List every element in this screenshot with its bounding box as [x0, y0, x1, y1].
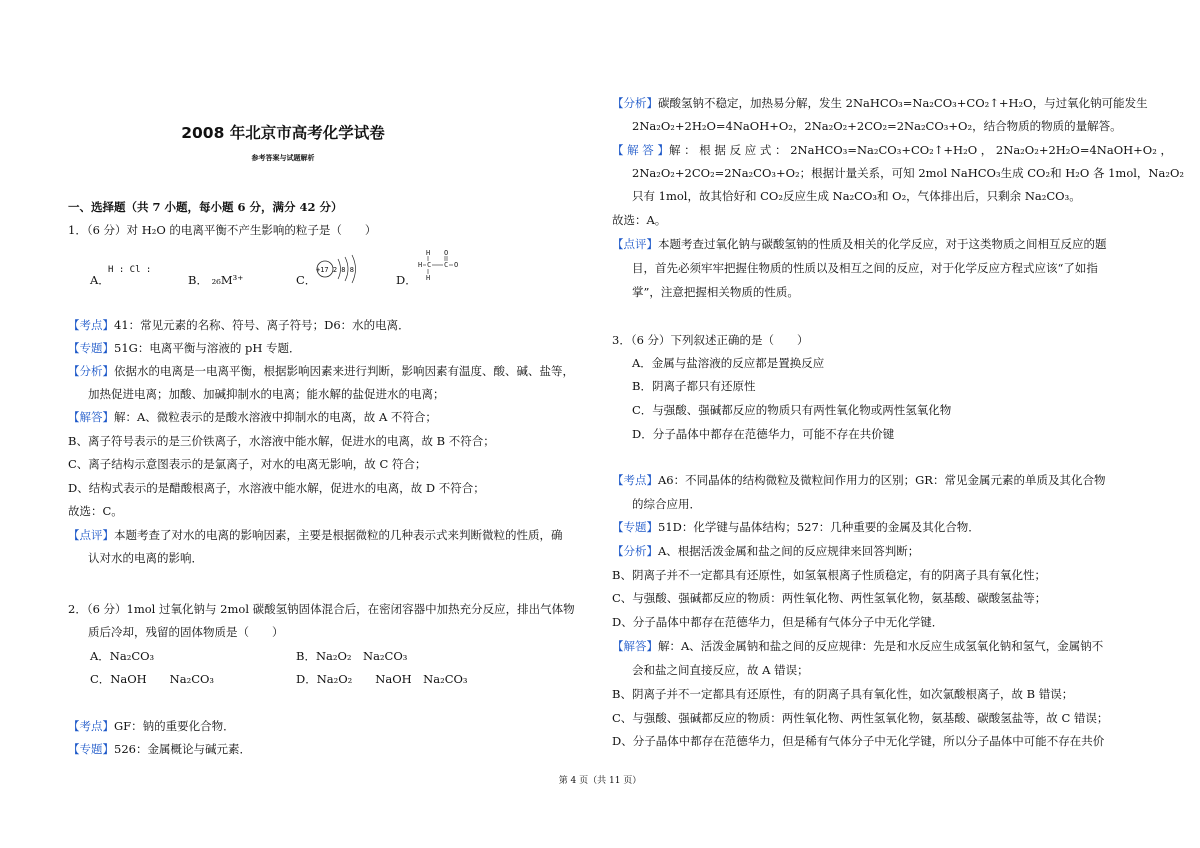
q2-zhuanti-tag: 【专题】: [68, 742, 114, 756]
q1-fenxi-cont: 加热促进电离；加酸、加碱抑制水的电离；能水解的盐促进水的电离；: [88, 387, 445, 401]
q3-option-d: D．分子晶体中都存在范德华力，可能不存在共价键: [632, 427, 895, 441]
q1-option-a: [90, 272, 110, 288]
q1-option-b-label: B．: [188, 273, 208, 287]
q1-jieda: [68, 409, 437, 425]
q3-jieda-text: 解：A、活泼金属钠和盐之间的反应规律：先是和水反应生成氢氧化钠和氢气，金属钠不: [658, 639, 1104, 653]
q3-option-c: C．与强酸、强碱都反应的物质只有两性氧化物或两性氢氧化物: [632, 403, 952, 417]
q2-stem: 2．（6 分）1mol 过氧化钠与 2mol 碳酸氢钠固体混合后，在密闭容器中加热充分反应，排出气体物: [68, 602, 575, 616]
q3-stem: 3．（6 分）下列叙述正确的是（ ）: [612, 333, 809, 347]
svg-text:H: H: [418, 261, 423, 269]
q2-kaodian: [68, 718, 235, 734]
q2-jieda-text: 解 ： 根 据 反 应 式 ： 2NaHCO₃=Na₂CO₃+CO₂↑+H₂O ， 2Na₂O₂+2H₂O=4NaOH+O₂ ，: [668, 143, 1172, 157]
q2-zhuanti: [68, 741, 251, 757]
q1-option-a-formula: H : Cl :: [108, 265, 152, 275]
q1-option-d: [396, 272, 417, 288]
q3-fenxi-tag: 【分析】: [612, 544, 658, 558]
svg-text:O: O: [454, 261, 459, 269]
q1-dianping-cont: 认对水的电离的影响．: [88, 551, 203, 565]
q2-dianping-text: 本题考查过氧化钠与碳酸氢钠的性质及相关的化学反应，对于这类物质之间相互反应的题: [658, 237, 1107, 251]
page-subtitle: 参考答案与试题解析: [251, 153, 315, 162]
q2-zhuanti-text: 526：金属概论与碱元素．: [114, 742, 251, 756]
q3-kaodian-text: A6：不同晶体的结构微粒及微粒间作用力的区别；GR：常见金属元素的单质及其化合物: [658, 473, 1106, 487]
section-heading: 一、选择题（共 7 小题，每小题 6 分，满分 42 分）: [68, 200, 343, 214]
q1-option-a-label: A．: [90, 273, 110, 287]
q1-option-b: [188, 272, 243, 288]
q3-jieda-b: B、阴离子并不一定都具有还原性，有的阴离子具有氧化性，如次氯酸根离子，故 B 错误；: [612, 687, 1074, 701]
q3-jieda-tag: 【解答】: [612, 639, 658, 653]
q3-kaodian: [612, 472, 1105, 488]
q1-jieda-b: B、离子符号表示的是三价铁离子，水溶液中能水解，促进水的电离，故 B 不符合；: [68, 434, 495, 448]
q3-fenxi-b: B、阴离子并不一定都具有还原性，如氢氧根离子性质稳定，有的阴离子具有氧化性；: [612, 568, 1046, 582]
acetate-structure-icon: [416, 248, 476, 284]
q2-dianping-tag: 【点评】: [612, 237, 658, 251]
q2-option-c: C．NaOH Na₂CO₃: [90, 672, 215, 686]
q3-fenxi-text: A、根据活泼金属和盐之间的反应规律来回答判断；: [658, 544, 920, 558]
q1-jieda-c: C、离子结构示意图表示的是氯离子，对水的电离无影响，故 C 符合；: [68, 457, 427, 471]
q2-option-b: B．Na₂O₂ Na₂CO₃: [296, 649, 408, 663]
q3-zhuanti-text: 51D：化学键与晶体结构；527：几种重要的金属及其化合物．: [658, 520, 980, 534]
svg-text:C: C: [427, 261, 432, 269]
q3-fenxi: [612, 543, 919, 559]
q1-dianping-tag: 【点评】: [68, 528, 114, 542]
q1-fenxi-tag: 【分析】: [68, 364, 114, 378]
q2-jieda: [612, 142, 1172, 158]
q1-option-c-label: C．: [296, 273, 317, 287]
q1-zhuanti-text: 51G：电离平衡与溶液的 pH 专题．: [114, 341, 301, 355]
page-footer: 第 4 页（共 11 页）: [558, 776, 642, 786]
q3-fenxi-d: D、分子晶体中都存在范德华力，但是稀有气体分子中无化学键．: [612, 615, 944, 629]
q1-zhuanti-tag: 【专题】: [68, 341, 114, 355]
q2-jieda-cont2: 只有 1mol，故其恰好和 CO₂反应生成 Na₂CO₃和 O₂，气体排出后，只剩余 Na₂CO₃。: [632, 189, 1081, 203]
q3-zhuanti: [612, 519, 980, 535]
q1-answer: 故选：C。: [68, 504, 123, 518]
q3-kaodian-tag: 【考点】: [612, 473, 658, 487]
q1-jieda-text: 解：A、微粒表示的是酸水溶液中抑制水的电离，故 A 不符合；: [114, 410, 437, 424]
q2-option-d: D．Na₂O₂ NaOH Na₂CO₃: [296, 672, 468, 686]
q2-fenxi-cont: 2Na₂O₂+2H₂O=4NaOH+O₂，2Na₂O₂+2CO₂=2Na₂CO₃+O₂，结合物质的物质的量解答。: [632, 119, 1122, 133]
q1-dianping-text: 本题考查了对水的电离的影响因素，主要是根据微粒的几种表示式来判断微粒的性质，确: [114, 528, 563, 542]
q2-fenxi: [612, 95, 1148, 111]
q2-jieda-cont1: 2Na₂O₂+2CO₂=2Na₂CO₃+O₂；根据计量关系，可知 2mol NaHCO₃生成 CO₂和 H₂O 各 1mol，Na₂O₂: [632, 166, 1184, 180]
q2-stem-cont: 质后冷却，残留的固体物质是（ ）: [88, 625, 284, 639]
q3-jieda-c: C、与强酸、强碱都反应的物质：两性氧化物、两性氢氧化物，氨基酸、碳酸氢盐等，故 C 错误；: [612, 711, 1109, 725]
q1-option-c-formula: +17 2 8 8: [316, 266, 354, 274]
q1-zhuanti: [68, 340, 301, 356]
q1-kaodian-text: 41：常见元素的名称、符号、离子符号；D6：水的电离．: [114, 318, 410, 332]
svg-text:C: C: [444, 261, 449, 269]
q3-option-a: A．金属与盐溶液的反应都是置换反应: [632, 356, 825, 370]
q1-fenxi: [68, 363, 574, 379]
q2-dianping: [612, 236, 1107, 252]
svg-text:H: H: [426, 274, 431, 282]
q2-dianping-cont2: 掌”，注意把握相关物质的性质。: [632, 285, 799, 299]
q2-option-a: A．Na₂CO₃: [90, 649, 155, 663]
q2-kaodian-tag: 【考点】: [68, 719, 114, 733]
q3-zhuanti-tag: 【专题】: [612, 520, 658, 534]
q3-option-b: B．阴离子都只有还原性: [632, 379, 756, 393]
q2-dianping-cont1: 目，首先必须牢牢把握住物质的性质以及相互之间的反应，对于化学反应方程式应该“了如指: [632, 261, 1098, 275]
q1-jieda-tag: 【解答】: [68, 410, 114, 424]
q1-stem: 1．（6 分）对 H₂O 的电离平衡不产生影响的粒子是（ ）: [68, 223, 377, 237]
q3-jieda-cont: 会和盐之间直接反应，故 A 错误；: [632, 663, 809, 677]
q3-jieda-d: D、分子晶体中都存在范德华力，但是稀有气体分子中无化学键，所以分子晶体中可能不存在共价: [612, 734, 1105, 748]
q3-kaodian-cont: 的综合应用．: [632, 497, 701, 511]
q2-fenxi-text: 碳酸氢钠不稳定，加热易分解，发生 2NaHCO₃=Na₂CO₃+CO₂↑+H₂O，与过氧化钠可能发生: [658, 96, 1148, 110]
q1-fenxi-text: 依据水的电离是一电离平衡，根据影响因素来进行判断，影响因素有温度、酸、碱、盐等，: [114, 364, 574, 378]
svg-text:H: H: [426, 249, 431, 257]
q2-answer: 故选：A。: [612, 213, 667, 227]
q1-kaodian: [68, 317, 410, 333]
q1-jieda-d: D、结构式表示的是醋酸根离子，水溶液中能水解，促进水的电离，故 D 不符合；: [68, 481, 485, 495]
q1-option-b-formula: ₂₆M³⁺: [211, 273, 244, 287]
q2-fenxi-tag: 【分析】: [612, 96, 658, 110]
q3-fenxi-c: C、与强酸、强碱都反应的物质：两性氧化物、两性氢氧化物，氨基酸、碳酸氢盐等；: [612, 591, 1047, 605]
q1-dianping: [68, 527, 563, 543]
page-title: 2008 年北京市高考化学试卷: [181, 124, 385, 142]
q2-jieda-tag: 【 解 答 】: [612, 143, 669, 157]
q3-jieda: [612, 638, 1103, 654]
svg-text:O: O: [444, 249, 449, 257]
q1-kaodian-tag: 【考点】: [68, 318, 114, 332]
q1-option-d-label: D．: [396, 273, 417, 287]
q2-kaodian-text: GF：钠的重要化合物．: [114, 719, 235, 733]
